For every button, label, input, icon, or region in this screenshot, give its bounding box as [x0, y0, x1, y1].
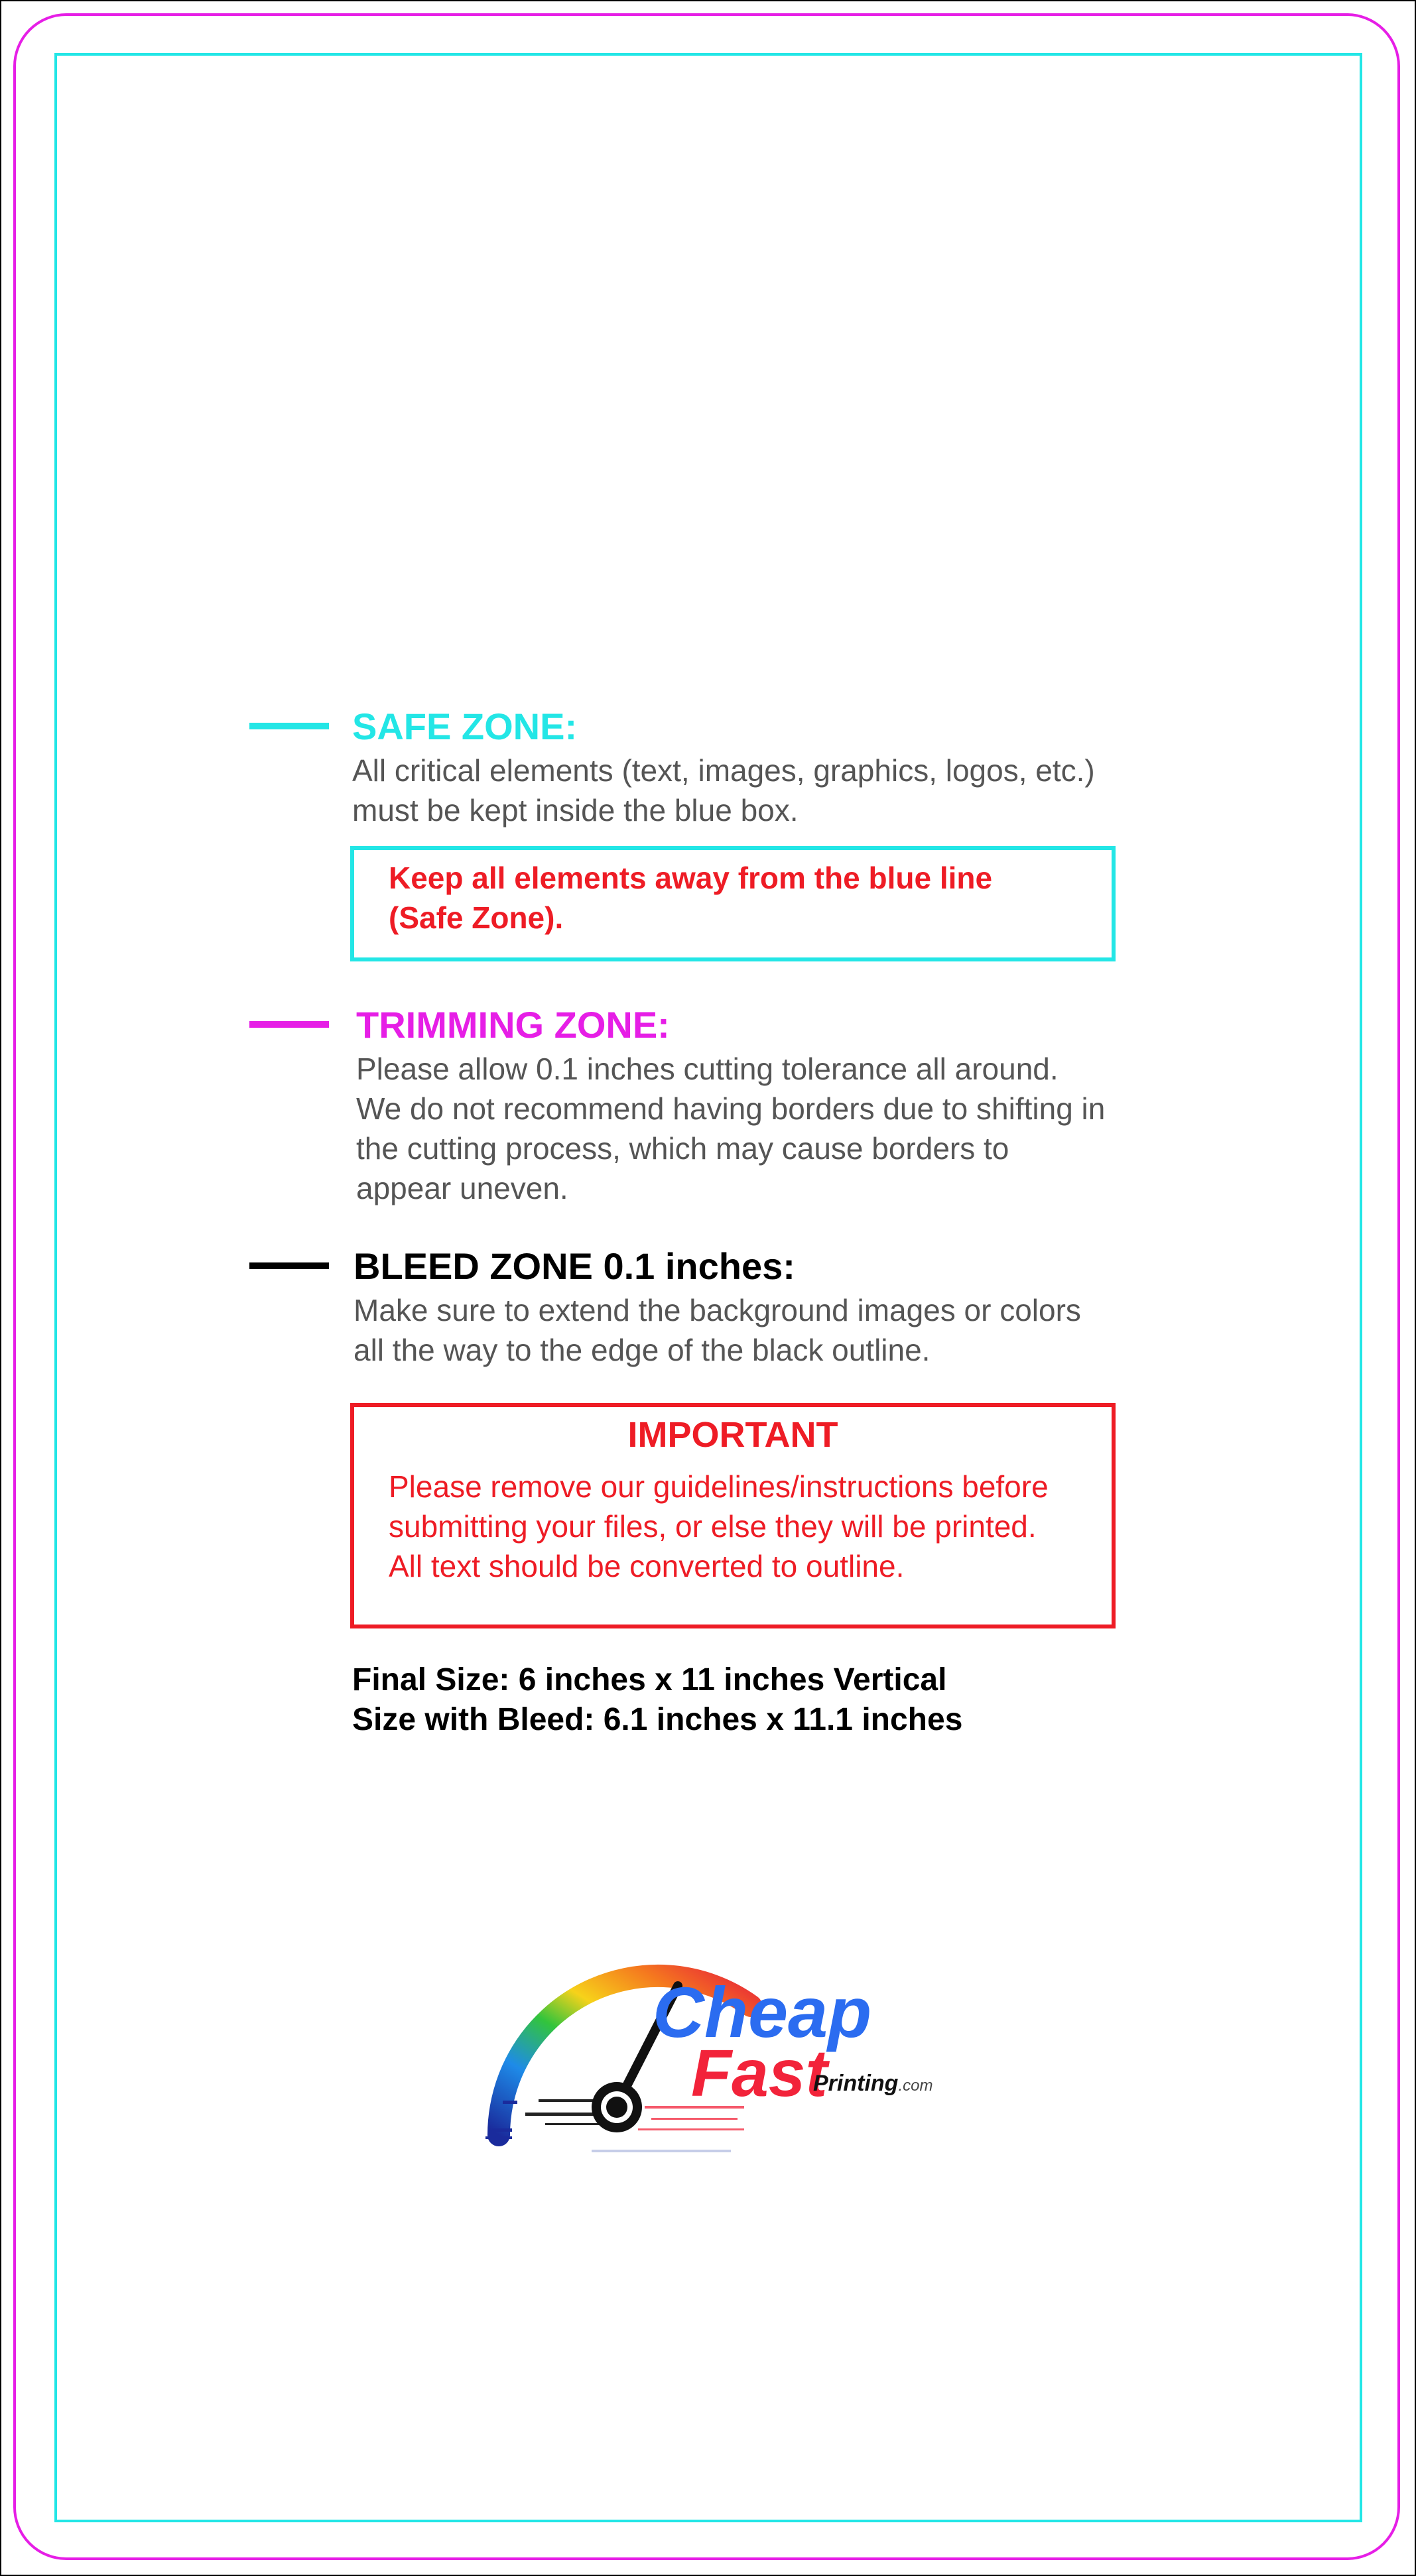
safe-zone-text-line: All critical elements (text, images, graphics, logos, etc.) [352, 753, 1095, 788]
logo-printing-text: Printing [813, 2071, 899, 2096]
safe-zone-notice-box [350, 846, 1116, 961]
important-text-line: submitting your files, or else they will be printed. [389, 1509, 1037, 1544]
bleed-zone-heading: BLEED ZONE 0.1 inches: [354, 1245, 795, 1287]
important-title: IMPORTANT [627, 1415, 838, 1455]
important-notice-box [350, 1403, 1116, 1628]
trimming-zone-swatch [249, 1021, 329, 1028]
bleed-zone-text-line: Make sure to extend the background images or colors [354, 1293, 1081, 1327]
logo-word-fast: Fast [691, 2036, 828, 2111]
safe-zone-text-line: must be kept inside the blue box. [352, 793, 799, 828]
final-size-text: Final Size: 6 inches x 11 inches Vertical [352, 1662, 947, 1697]
logo-word-cheap: Cheap [653, 1972, 872, 2052]
bleed-size-text: Size with Bleed: 6.1 inches x 11.1 inches [352, 1702, 963, 1737]
company-logo [479, 1949, 943, 2162]
bleed-zone-swatch [249, 1262, 329, 1269]
important-text-line: All text should be converted to outline. [389, 1549, 905, 1583]
logo-dotcom-text: .com [898, 2077, 933, 2095]
safe-zone-notice-line: (Safe Zone). [389, 900, 564, 935]
trimming-zone-text-line: Please allow 0.1 inches cutting tolerance all around. [356, 1052, 1059, 1086]
important-text-line: Please remove our guidelines/instructions before [389, 1469, 1049, 1504]
trimming-zone-text-line: appear uneven. [356, 1171, 568, 1205]
safe-zone-notice-line: Keep all elements away from the blue line [389, 861, 993, 895]
trimming-zone-text-line: We do not recommend having borders due to shifting in [356, 1091, 1106, 1126]
trimming-zone-heading: TRIMMING ZONE: [356, 1004, 670, 1046]
safe-zone-heading: SAFE ZONE: [352, 705, 578, 747]
logo-word-printing [813, 2070, 933, 2099]
safe-zone-swatch [249, 723, 329, 729]
bleed-zone-text-line: all the way to the edge of the black outline. [354, 1333, 931, 1367]
trimming-zone-text-line: the cutting process, which may cause borders to [356, 1131, 1009, 1166]
